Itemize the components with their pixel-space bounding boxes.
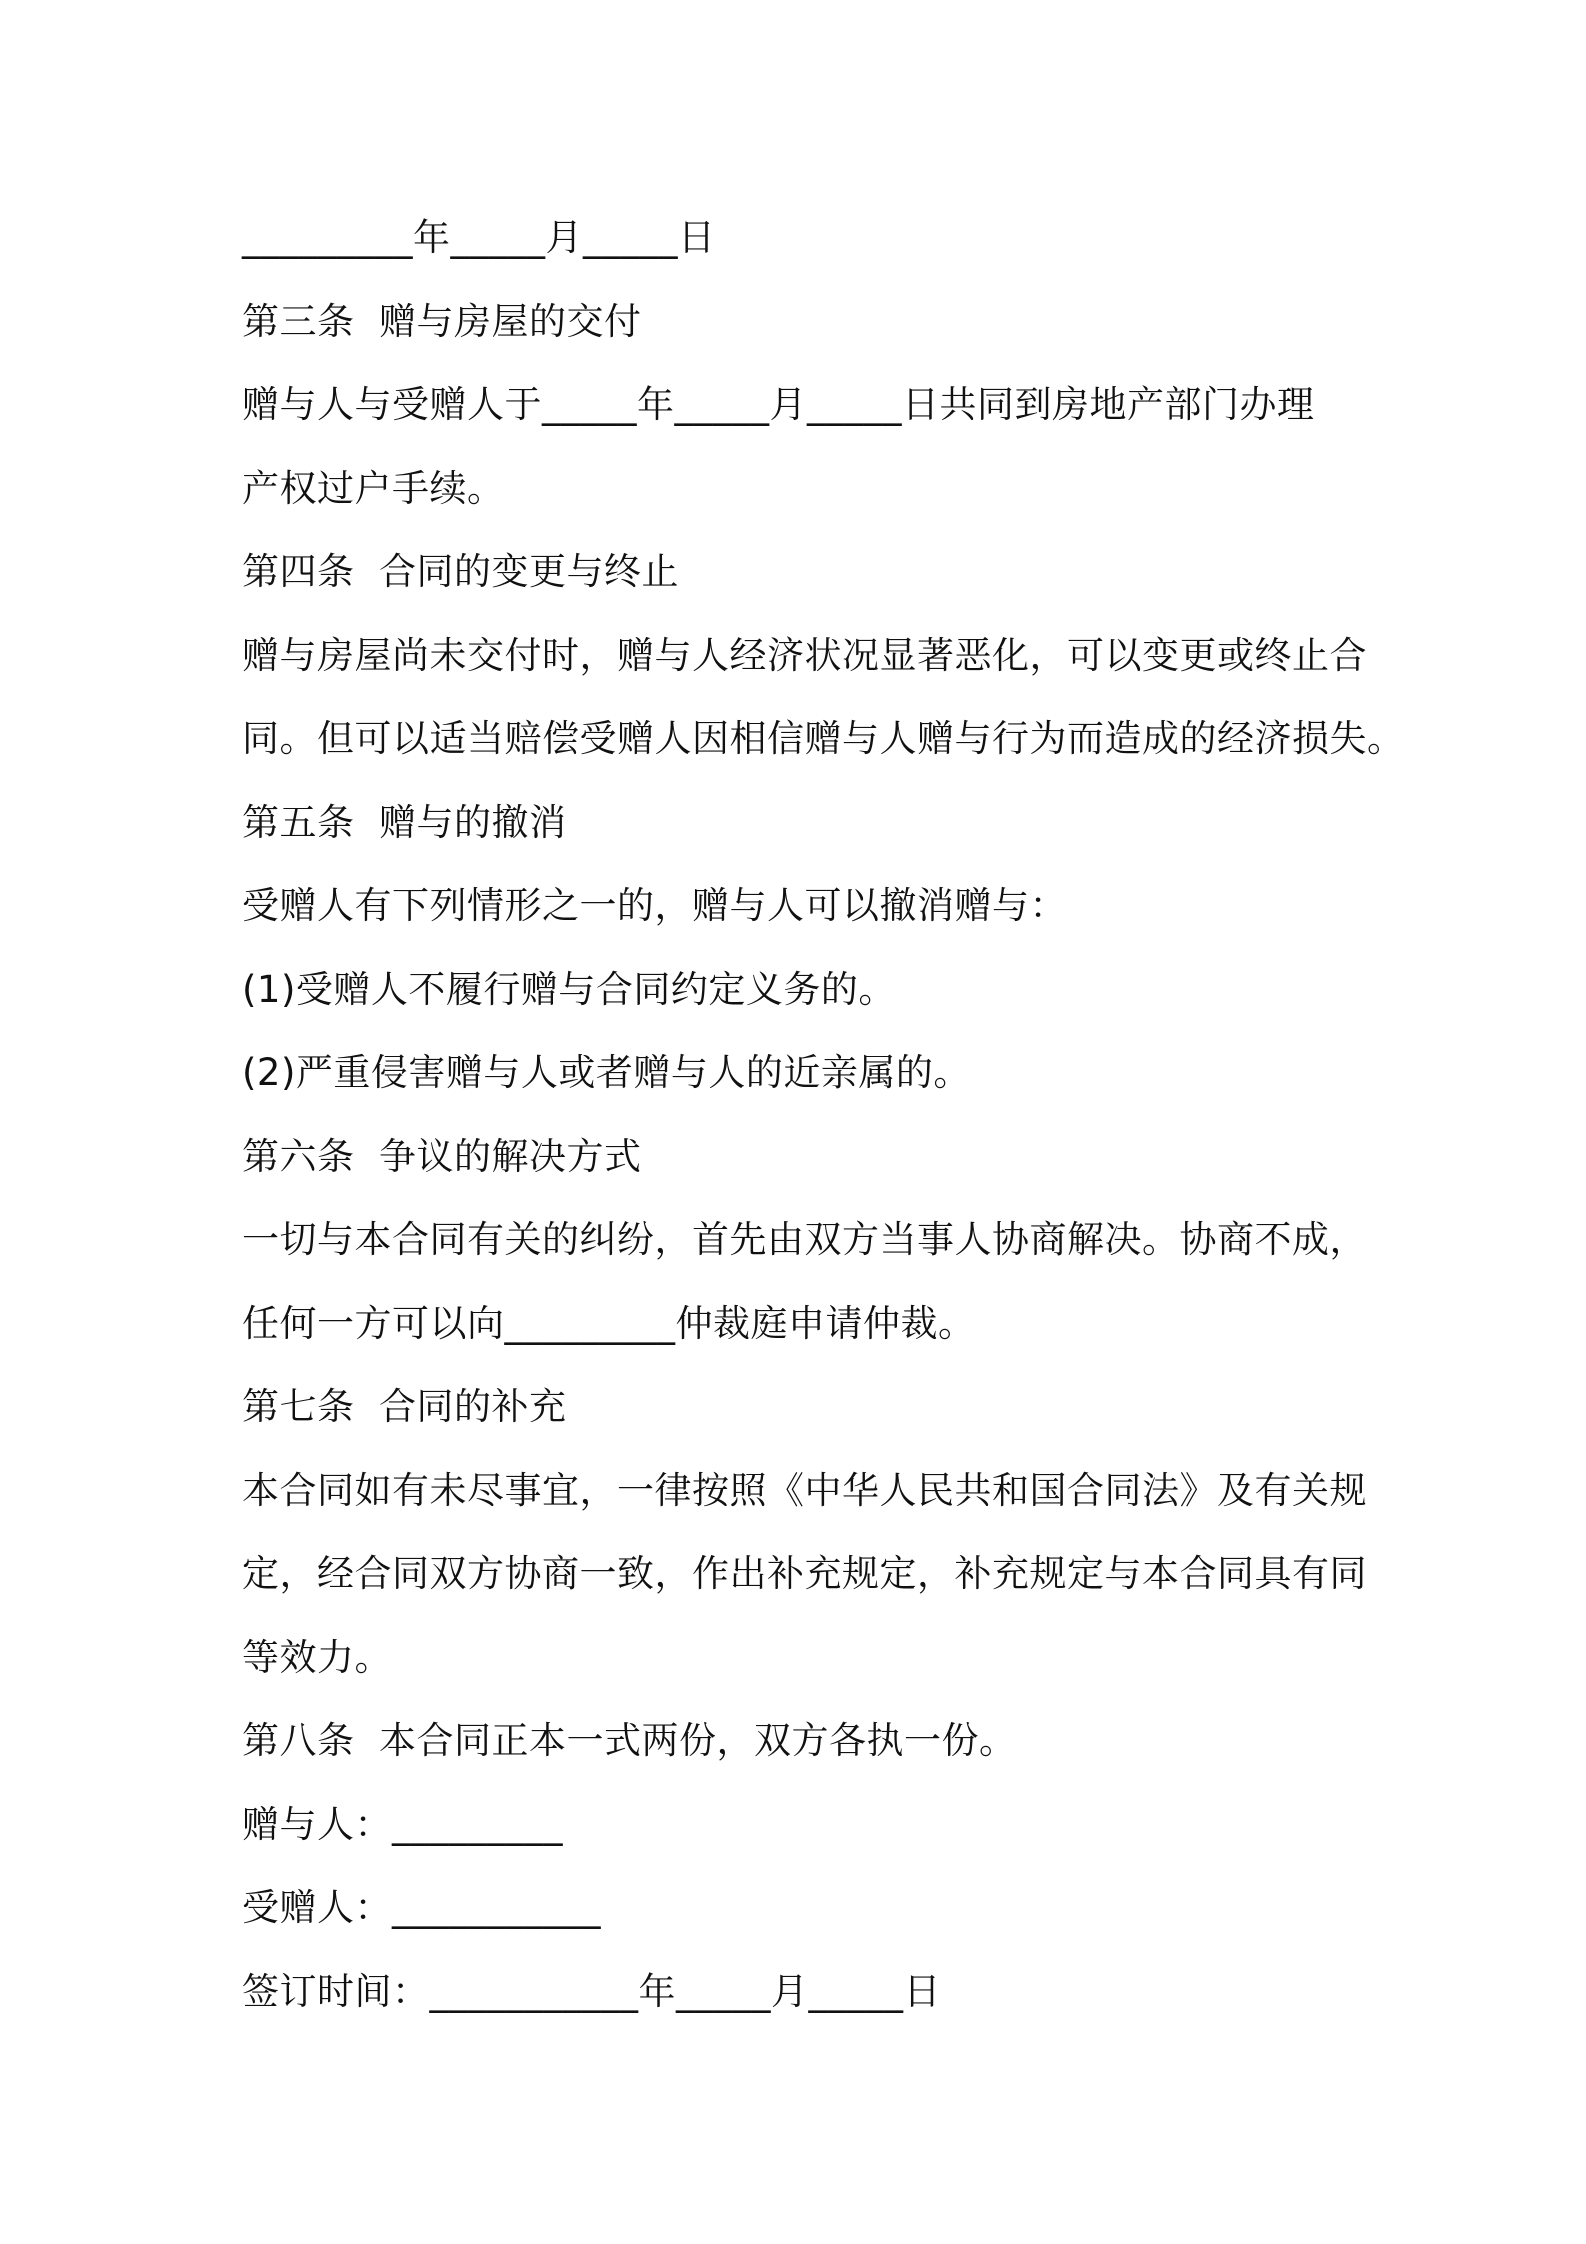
article-4-heading: 第四条 合同的变更与终止 bbox=[242, 550, 680, 593]
article-6-text-line-1: 一切与本合同有关的纠纷，首先由双方当事人协商解决。协商不成， bbox=[242, 1218, 1367, 1261]
date-blank-line: _________年_____月_____日 bbox=[242, 216, 716, 259]
contract-body bbox=[242, 196, 1405, 2033]
article-3-heading: 第三条 赠与房屋的交付 bbox=[242, 299, 642, 343]
article-7-text-line-3: 等效力。 bbox=[242, 1635, 392, 1679]
article-5-heading: 第五条 赠与的撤消 bbox=[242, 800, 567, 844]
article-5-item-2: (2)严重侵害赠与人或者赠与人的近亲属的。 bbox=[242, 1051, 971, 1094]
donee-signature-line: 受赠人：___________ bbox=[242, 1886, 601, 1929]
article-7-text-line-1: 本合同如有未尽事宜，一律按照《中华人民共和国合同法》及有关规 bbox=[242, 1468, 1367, 1512]
article-3-text-line-1: 赠与人与受赠人于_____年_____月_____日共同到房地产部门办理 bbox=[242, 383, 1315, 426]
article-5-text-intro: 受赠人有下列情形之一的，赠与人可以撤消赠与： bbox=[242, 884, 1067, 927]
article-6-heading: 第六条 争议的解决方式 bbox=[242, 1134, 642, 1178]
article-7-text-line-2: 定，经合同双方协商一致，作出补充规定，补充规定与本合同具有同 bbox=[242, 1552, 1367, 1595]
article-4-text-line-1: 赠与房屋尚未交付时，赠与人经济状况显著恶化，可以变更或终止合 bbox=[242, 633, 1367, 677]
article-8-text: 第八条 本合同正本一式两份，双方各执一份。 bbox=[242, 1719, 1017, 1762]
article-5-item-1: (1)受赠人不履行赠与合同约定义务的。 bbox=[242, 967, 896, 1011]
signing-date-line: 签订时间：___________年_____月_____日 bbox=[242, 1969, 941, 2013]
article-7-heading: 第七条 合同的补充 bbox=[242, 1385, 567, 1428]
article-3-text-line-2: 产权过户手续。 bbox=[242, 466, 505, 510]
donor-signature-line: 赠与人：_________ bbox=[242, 1802, 563, 1846]
article-4-text-line-2: 同。但可以适当赔偿受赠人因相信赠与人赠与行为而造成的经济损失。 bbox=[242, 717, 1405, 760]
article-6-text-line-2: 任何一方可以向_________仲裁庭申请仲裁。 bbox=[242, 1301, 976, 1345]
